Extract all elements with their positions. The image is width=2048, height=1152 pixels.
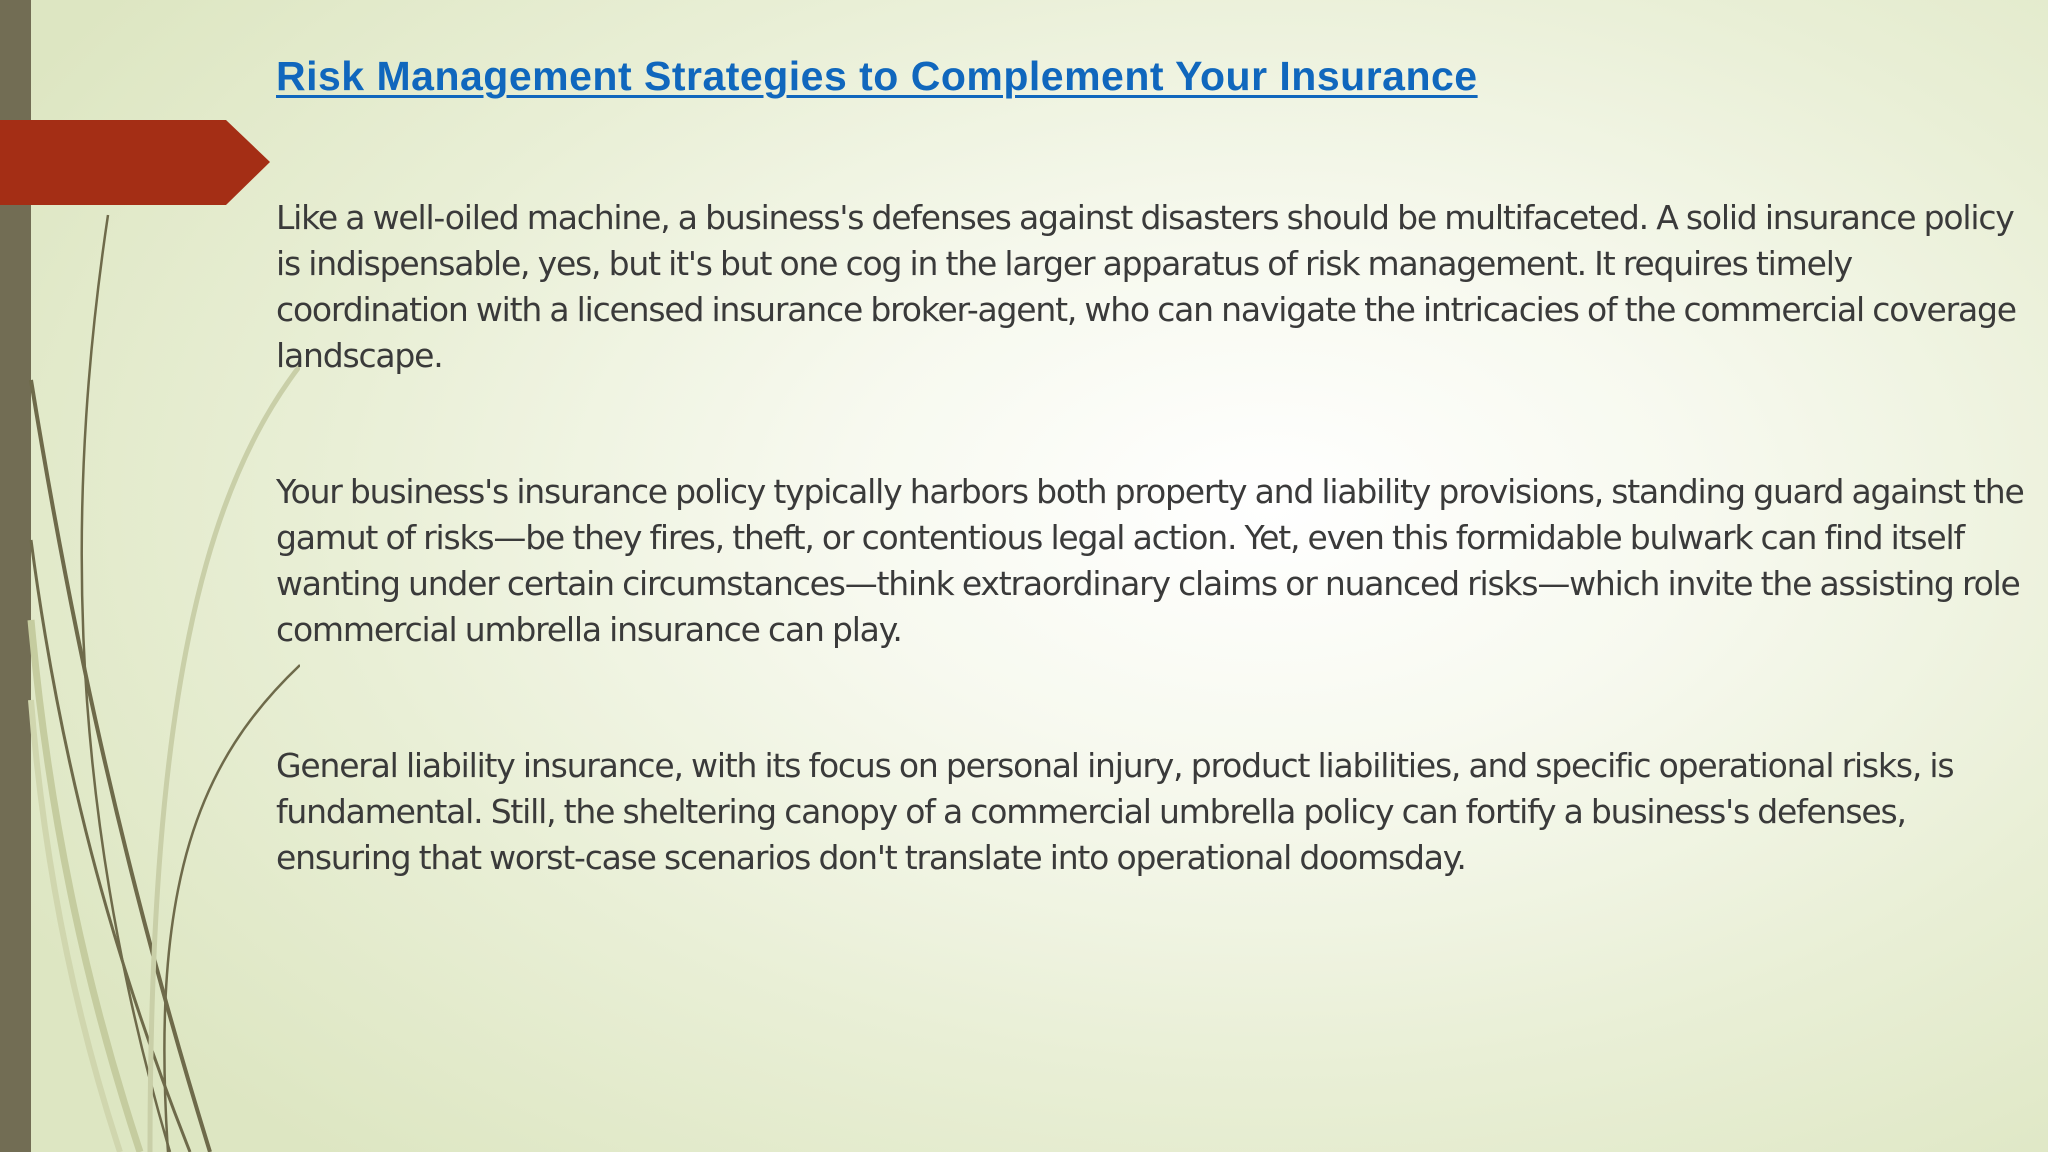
paragraph-2: Your business's insurance policy typically harbors both property and liability provisions, standing guard against the gamut of risks—be they fires, theft, or contentious legal action. Yet, even this formidable bulwark can find itself wanting under certain circumstances—think extraordinary claims or nuanced risks—which invite the assisting role commercial umbrella insurance can play. [276,472,2024,650]
slide-content [276,52,2036,971]
paragraph-1: Like a well-oiled machine, a business's defenses against disasters should be multifaceted. A solid insurance policy is indispensable, yes, but it's but one cog in the larger apparatus of risk management. It requires timely coordination with a licensed insurance broker-agent, who can navigate the intricacies of the commercial coverage landscape. [276,198,2016,376]
paragraph-3: General liability insurance, with its focus on personal injury, product liabilities, and specific operational risks, is fundamental. Still, the sheltering canopy of a commercial umbrella policy can fortify a business's defenses, ensuring that worst-case scenarios don't translate into operational doomsday. [276,746,1954,878]
slide-title[interactable]: Risk Management Strategies to Complement Your Insurance [276,53,1478,99]
arrow-tab [0,120,270,205]
